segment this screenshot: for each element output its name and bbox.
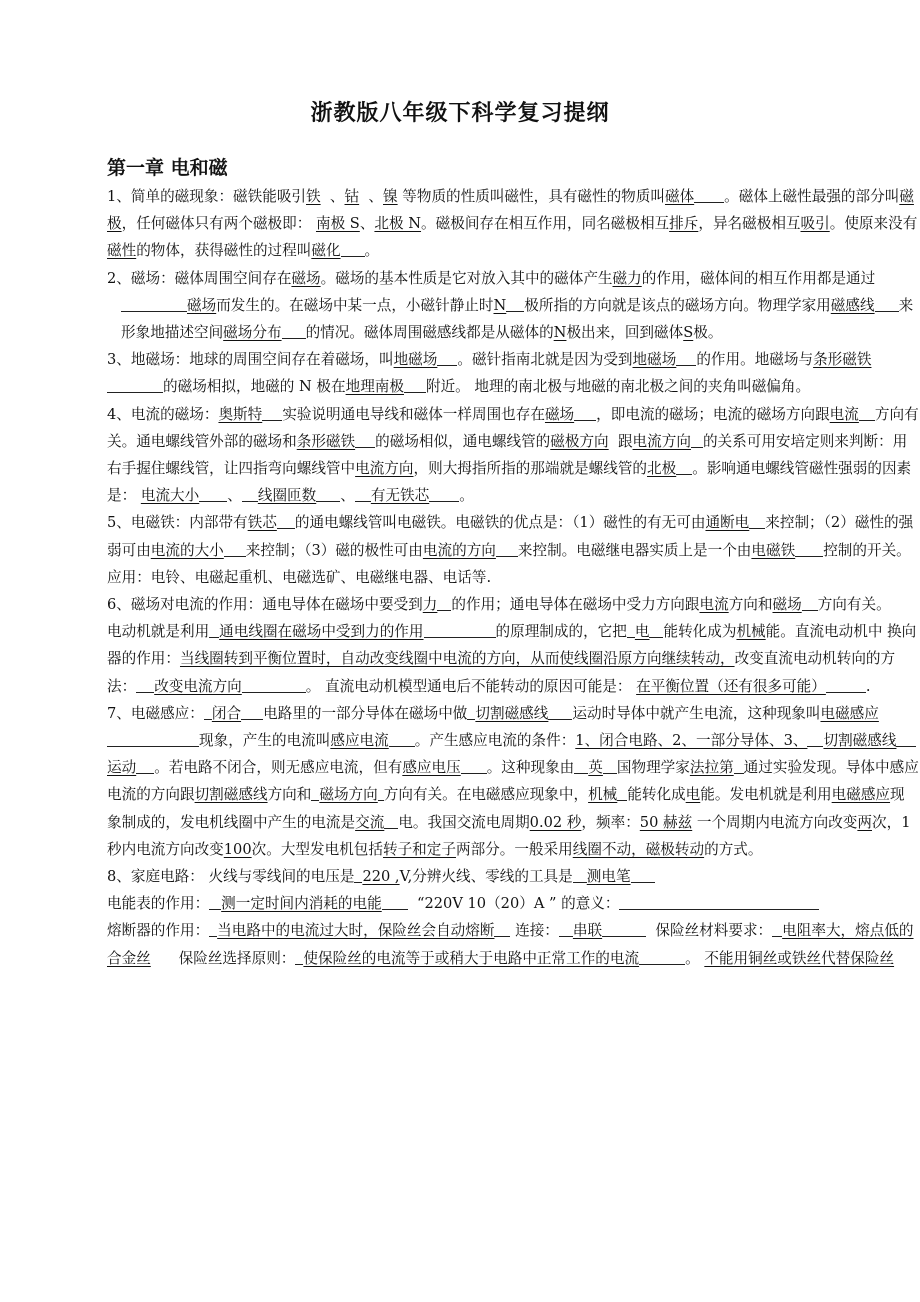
answer-blank [204,705,212,720]
answer: 线圈匝数 [257,487,317,505]
text: 极出来，回到磁体 [566,324,684,342]
answer: 地磁场 [393,351,438,369]
answer: 力 [422,596,438,614]
answer: 钴 [344,188,360,205]
text: 现象制成的，发电机线圈中产生的电流是 [107,786,905,831]
answer-blank [807,732,823,747]
text: 方向有关。通电螺线管外部的磁场和 [107,405,919,450]
answer: 磁场 [291,269,321,287]
answer-blank [896,732,916,747]
text: 。 [364,242,380,260]
answer: 镍 [383,188,398,205]
answer-blank [262,406,282,421]
answer-blank [826,678,866,693]
text: 连接： [515,922,559,940]
answer-blank [389,732,415,747]
text: 跟 [617,432,633,450]
text: 电路里的一部分导体在磁场中做 [263,704,468,722]
answer: 磁场方向 [319,786,378,804]
text: 。 直流电动机模型通电后不能转动的原因可能是： [305,677,632,695]
answer: 铁芯 [247,514,277,532]
answer: 电磁感应 [820,704,879,722]
text: 控制的开关。应用：电铃、电磁起重机、电磁选矿、电磁继电器、电话等. [107,541,911,586]
answer-blank [574,406,596,421]
text: 。磁体上磁性最强的部分叫 [724,188,900,205]
answer: 在平衡位置（还有很多可能） [636,677,826,695]
answer: 法拉第 [689,759,734,777]
text: 电能表的作用： [107,895,210,913]
answer-blank [795,542,823,557]
answer-blank [437,596,451,611]
answer-blank [437,351,457,366]
answer: 电 [685,786,701,804]
answer: 电流方向 [355,460,414,478]
answer-blank [574,759,588,774]
answer-blank [676,351,696,366]
answer-blank [107,732,199,747]
text: 保险丝选择原则： [178,949,296,967]
answer: 闭合 [211,704,242,722]
text: 、 [340,487,355,505]
answer-blank [573,868,587,883]
answer-blank [859,406,875,421]
answer: 吸引 [800,215,830,233]
answer: 机械 [588,786,618,804]
text: 运动时导体中就产生电流，这种现象叫 [572,704,821,722]
chapter-heading: 第一章 电和磁 [107,157,228,179]
text: 而发生的。在磁场中某一点，小磁针静止时 [216,296,494,314]
text: 方向和 [267,786,312,804]
answer: 电流方向 [632,432,691,450]
answer: 转子和定子 [382,840,456,858]
answer: 不能用铜丝或铁丝代替保险丝 [704,949,895,967]
answer-blank [494,922,510,937]
text: 次，1 秒内电流方向改变 [107,813,911,858]
text: 的通电螺线管叫电磁铁。电磁铁的优点是：（1）磁性的有无可由 [294,514,706,532]
answer: S [683,324,694,342]
answer: 交流 [355,813,385,831]
text: 实验说明通电导线和磁体一样周围也存在 [282,405,545,423]
text: “220V 10（20）A ” 的意义： [417,895,620,913]
text: 。磁场的基本性质是它对放入其中的磁体产生 [320,269,613,287]
text: 。若电路不闭合，则无感应电流，但有 [154,759,403,777]
text: . [865,677,871,695]
answer: 100 [223,840,252,858]
answer-blank [424,623,496,638]
answer-blank [277,514,295,529]
answer-blank [107,378,163,393]
document-title: 浙教版八年级下科学复习提纲 [310,101,610,126]
answer: 通电线圈在磁场中受到力的作用 [219,623,424,641]
answer: 磁极 [107,188,914,233]
text: 2、磁场：磁体周围空间存在 [107,269,292,287]
text: 一个周期内电流方向改变 [696,813,858,831]
answer: 条形磁铁 [296,432,356,450]
text: 。 [685,949,700,967]
answer-blank [772,922,782,937]
answer-blank [691,433,703,448]
answer: N [493,296,507,314]
answer-blank [649,623,663,638]
answer: 奥斯特 [218,405,263,423]
answer-blank [734,759,744,774]
answer-blank [496,542,518,557]
answer-blank [355,487,371,502]
answer: 英 [588,759,603,777]
answer: N [553,324,567,342]
answer: 磁力 [612,269,642,287]
text: 保险丝材料要求： [655,922,773,940]
text: 来形象地描述空间 [121,296,914,342]
text: 8、家庭电路： 火线与零线间的电压是 [107,868,355,886]
answer: 0.02 秒 [529,813,582,831]
text: ，任何磁体只有两个磁极即： [121,215,312,233]
answer-blank [209,922,217,937]
answer: 切割磁感线 [194,786,268,804]
paragraph-6-force-on-current [107,591,919,618]
answer: 电流 [829,405,859,423]
answer: 50 赫兹 [639,813,693,831]
text: V,分辨火线、零线的工具是 [399,868,573,886]
text: 电。我国交流电周期 [398,813,530,831]
answer: 感应电流 [330,732,389,750]
answer-blank [341,242,365,257]
answer-blank [506,297,524,312]
answer: 磁场分布 [223,324,282,342]
text: 。 [459,487,474,505]
answer: 当电路中的电流过大时，保险丝会自动熔断 [217,922,495,940]
text: ，则大拇指所指的那端就是螺线管的 [413,460,648,478]
answer: 1、闭合电路、2、一部分导体、3、 [575,732,808,750]
text: ，频率： [581,813,640,831]
answer-blank [602,922,646,937]
answer-blank [282,324,306,339]
text: 。使原来没有 [829,215,918,233]
text: 电动机就是利用 [107,623,210,641]
text: 能。直流电动机中 换向器的作用： [107,623,917,668]
text: 的情况。磁体周围磁感线都是从磁体的 [305,324,554,342]
text: 、 [329,188,345,205]
answer-blank [242,678,306,693]
text: 的方式。 [704,840,763,858]
answer: 磁化 [311,242,341,260]
answer-blank [316,487,340,502]
answer-blank [461,759,487,774]
text: 的物体，获得磁性的过程叫 [136,242,312,260]
answer: 磁极方向 [550,432,609,450]
answer: 有无铁芯 [370,487,430,505]
answer: 通断电 [705,514,750,532]
answer-blank [676,460,692,475]
answer: 电流的大小 [150,541,224,559]
text: 。磁极间存在相互作用，同名磁极相互 [421,215,670,233]
answer: 改变电流方向 [154,677,242,695]
text: 等物质的性质叫磁性，具有磁性的物质叫 [402,188,665,205]
answer-blank [209,895,221,910]
text: 。产生感应电流的条件： [414,732,576,750]
answer: 排斥 [669,215,699,233]
text: 、 [359,215,375,233]
text: 的作用。地磁场与 [696,351,814,369]
text: 4、电流的磁场： [107,405,219,423]
answer-blank [617,786,627,801]
text: 熔断器的作用： [107,922,210,940]
answer-blank [382,895,408,910]
paragraph-1-magnetism [107,183,919,265]
answer: 感应电压 [402,759,461,777]
paragraph-4-current-magnetism [107,401,919,510]
answer: 运动 [107,759,137,777]
answer-blank [619,895,819,910]
text: ，异名磁极相互 [698,215,801,233]
answer-blank [627,623,635,638]
answer-blank [136,759,154,774]
answer: 使保险丝的电流等于或稍大于电路中正常工作的电流 [303,949,640,967]
answer-blank [241,705,263,720]
text: 国物理学家 [616,759,690,777]
paragraph-8-household-circuit [107,863,919,972]
answer: 测电笔 [586,868,631,886]
answer: 电阻率大，熔点低的合金丝 [107,922,914,967]
text: 来控制；（2）磁性的强弱可由 [107,514,914,559]
answer-blank [749,514,765,529]
answer-blank [136,678,154,693]
answer-blank [603,759,617,774]
answer: 条形磁铁 [813,351,872,369]
text: 能。发电机就是利用 [700,786,832,804]
text: 1、简单的磁现象：磁铁能吸引 [107,188,307,205]
text: 极所指的方向就是该点的磁场方向。物理学家用 [524,296,831,314]
paragraph-3-earth-magnetism [107,346,919,400]
answer-blank [209,623,219,638]
answer: 地理南极 [345,378,404,396]
text: 。这种现象由 [486,759,575,777]
text: 两部分。一般采用 [455,840,573,858]
answer: 磁场 [772,596,802,614]
text: 5、电磁铁：内部带有 [107,514,248,532]
text: 方向有关。 [817,596,891,614]
text: 、 [368,188,384,205]
answer: 电磁感应 [831,786,891,804]
text: 改变直流电动机转向的方法： [107,650,896,695]
answer-blank [559,922,573,937]
text: 的磁场相似，通电螺线管的 [375,432,551,450]
paragraph-6b-motor [107,618,919,700]
answer-blank [875,297,899,312]
answer: 磁性 [107,242,137,260]
text: 能转化成为 [663,623,737,641]
answer: 电流的方向 [422,541,496,559]
answer-blank [631,868,655,883]
answer: 北极 [647,460,677,478]
text: 、 [227,487,242,505]
answer: 串联 [572,922,603,940]
answer: 220 , [362,868,400,886]
answer: 两 [857,813,872,831]
text: 方向有关。在电磁感应现象中， [383,786,589,804]
answer: 磁场 [187,296,217,314]
answer: 电磁铁 [751,541,796,559]
answer: 磁体 [664,188,695,205]
answer-blank [355,433,375,448]
answer: 磁场 [544,405,575,423]
paragraph-2-magnetic-field [107,265,919,347]
answer: 测一定时间内消耗的电能 [221,895,382,913]
text: 。影响通电螺线管磁性强弱的因素是： [107,460,912,505]
answer: 机械 [736,623,766,641]
text: 的作用；通电导体在磁场中受力方向跟 [451,596,700,614]
answer-blank [121,297,187,312]
answer-blank [802,596,818,611]
answer-blank [404,378,426,393]
answer-blank [429,487,459,502]
answer: 地磁场 [632,351,677,369]
text: 来控制。电磁继电器实质上是一个由 [517,541,752,559]
answer: 线圈不动，磁极转动 [572,840,705,858]
answer: 铁 [306,188,321,205]
answer-blank [224,542,246,557]
text: 来控制；（3）磁的极性可由 [245,541,423,559]
text: 方向和 [728,596,773,614]
text: 次。大型发电机包括 [251,840,383,858]
text: 能转化成 [627,786,686,804]
answer: 磁感线 [830,296,875,314]
answer: 电流大小 [140,487,200,505]
text: 7、电磁感应： [107,704,204,722]
answer-blank [199,487,227,502]
paragraph-7-induction [107,700,919,863]
answer: 电 [634,623,650,641]
text: 6、磁场对电流的作用：通电导体在磁场中要受到 [107,596,423,614]
document-body [107,183,919,972]
answer: 切割磁感线 [475,704,549,722]
text: 现象，产生的电流叫 [199,732,331,750]
answer-blank [384,814,398,829]
text: 的作用，磁体间的相互作用都是通过 [641,269,876,287]
text: 3、地磁场：地球的周围空间存在着磁场，叫 [107,351,394,369]
answer: 切割磁感线 [823,732,897,750]
answer: 北极 N [374,215,422,233]
text: 极。 [693,324,723,342]
answer: 电流 [699,596,729,614]
text: ，即电流的磁场；电流的磁场方向跟 [596,405,830,423]
text: 。磁针指南北就是因为受到 [457,351,633,369]
text: 的原理制成的，它把 [495,623,627,641]
answer-blank [639,950,685,965]
text: 的磁场相拟，地磁的 N 极在 [163,378,346,396]
answer-blank [242,487,258,502]
answer: 当线圈转到平衡位置时，自动改变线圈中电流的方向，从而使线圈沿原方向继续转动， [179,650,735,668]
answer-blank [548,705,572,720]
answer: 南极 S [315,215,360,233]
text: 通过实验发现。导体中感应电流的方向跟 [107,759,919,804]
paragraph-5-electromagnet [107,509,919,591]
text: 附近。 地理的南北极与地磁的南北极之间的夹角叫磁偏角。 [425,378,811,396]
answer-blank [694,188,724,203]
text: 的关系可用安培定则来判断：用右手握住螺线管，让四指弯向螺线管中 [107,432,908,478]
